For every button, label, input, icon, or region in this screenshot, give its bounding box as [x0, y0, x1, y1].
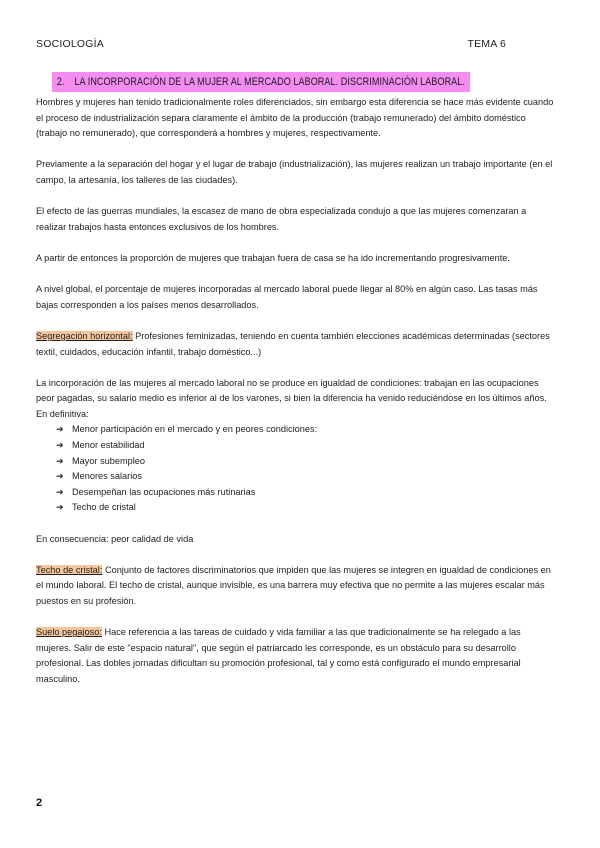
paragraph: Hombres y mujeres han tenido tradicionalmente roles diferenciados, sin embargo esta diferencia se hace más evidente cuando el proceso de industrialización separa claramente el ámbito de la producción (trabajo remunerado) del ámbito doméstico (trabajo no remunerado), que corresponderá a hombres y mujeres, respectivamente. — [36, 97, 554, 139]
term-segregacion-horizontal: Segregación horizontal: — [36, 330, 133, 341]
bullet-list — [36, 422, 556, 516]
definition-text: Profesiones feminizadas, teniendo en cuenta también elecciones académicas determinadas (sectores textil, cuidados, educación infantil, trabajo doméstico...) — [36, 330, 550, 357]
paragraph: La incorporación de las mujeres al mercado laboral no se produce en igualdad de condiciones: trabajan en las ocupaciones peor pagadas, su salario medio es inferior al de los varones, si bien la diferencia ha venido reduciéndose en los últimos años. En definitiva: — [36, 377, 547, 419]
definition-paragraph — [36, 625, 556, 687]
document-body — [36, 95, 556, 703]
term-techo-de-cristal: Techo de cristal: — [36, 564, 103, 575]
term-suelo-pegajoso: Suelo pegajoso: — [36, 627, 102, 638]
paragraph: En consecuencia: peor calidad de vida — [36, 533, 194, 544]
paragraph: A nivel global, el porcentaje de mujeres incorporadas al mercado laboral puede llegar al 80% en algún caso. Las tasas más bajas corresponden a los países menos desarrollados. — [36, 284, 538, 310]
list-item: ➔ Mayor subempleo — [56, 454, 556, 470]
page-header — [36, 38, 558, 52]
list-item: ➔ Menor participación en el mercado y en peores condiciones: — [56, 422, 556, 438]
definition-paragraph — [36, 329, 556, 360]
list-item: ➔ Techo de cristal — [56, 500, 556, 516]
definition-paragraph — [36, 563, 556, 610]
header-subject: SOCIOLOGÍA — [36, 38, 104, 50]
page-number: 2 — [36, 797, 43, 809]
arrow-icon: ➔ — [56, 502, 64, 513]
arrow-icon: ➔ — [56, 455, 64, 466]
arrow-icon: ➔ — [56, 486, 64, 497]
arrow-icon: ➔ — [56, 424, 64, 435]
definition-text: Conjunto de factores discriminatorios que impiden que las mujeres se integren en igualdad de condiciones en el mundo laboral. El techo de cristal, aunque invisible, es una barrera muy efectiva que no permite a las mujeres escalar más puestos en su profesión. — [36, 564, 551, 606]
header-topic: TEMA 6 — [467, 38, 506, 50]
arrow-icon: ➔ — [56, 471, 64, 482]
definition-text: Hace referencia a las tareas de cuidado y vida familiar a las que tradicionalmente se ha relegado a las mujeres. Salir de este "espacio natural", que según el patriarcado les corresponde, es un obstáculo para su desarrollo profesional. Las dobles jornadas dificultan su promoción profesional, tal y como está configurado el mundo empresarial masculino. — [36, 627, 521, 684]
list-item: ➔ Menores salarios — [56, 469, 556, 485]
section-title-text: LA INCORPORACIÓN DE LA MUJER AL MERCADO LABORAL. DISCRIMINACIÓN LABORAL. — [74, 76, 465, 88]
paragraph: Previamente a la separación del hogar y el lugar de trabajo (industrialización), las mujeres realizan un trabajo importante (en el campo, la artesanía, los talleres de las ciudades). — [36, 159, 553, 185]
paragraph: El efecto de las guerras mundiales, la escasez de mano de obra especializada condujo a que las mujeres comenzaran a realizar trabajos hasta entonces exclusivos de los hombres. — [36, 206, 527, 232]
arrow-icon: ➔ — [56, 440, 64, 451]
section-title — [52, 72, 470, 92]
list-item: ➔ Desempeñan las ocupaciones más rutinarias — [56, 485, 556, 501]
paragraph: A partir de entonces la proporción de mujeres que trabajan fuera de casa se ha ido incrementando progresivamente. — [36, 252, 510, 263]
section-number: 2. — [56, 76, 65, 88]
list-item: ➔ Menor estabilidad — [56, 438, 556, 454]
